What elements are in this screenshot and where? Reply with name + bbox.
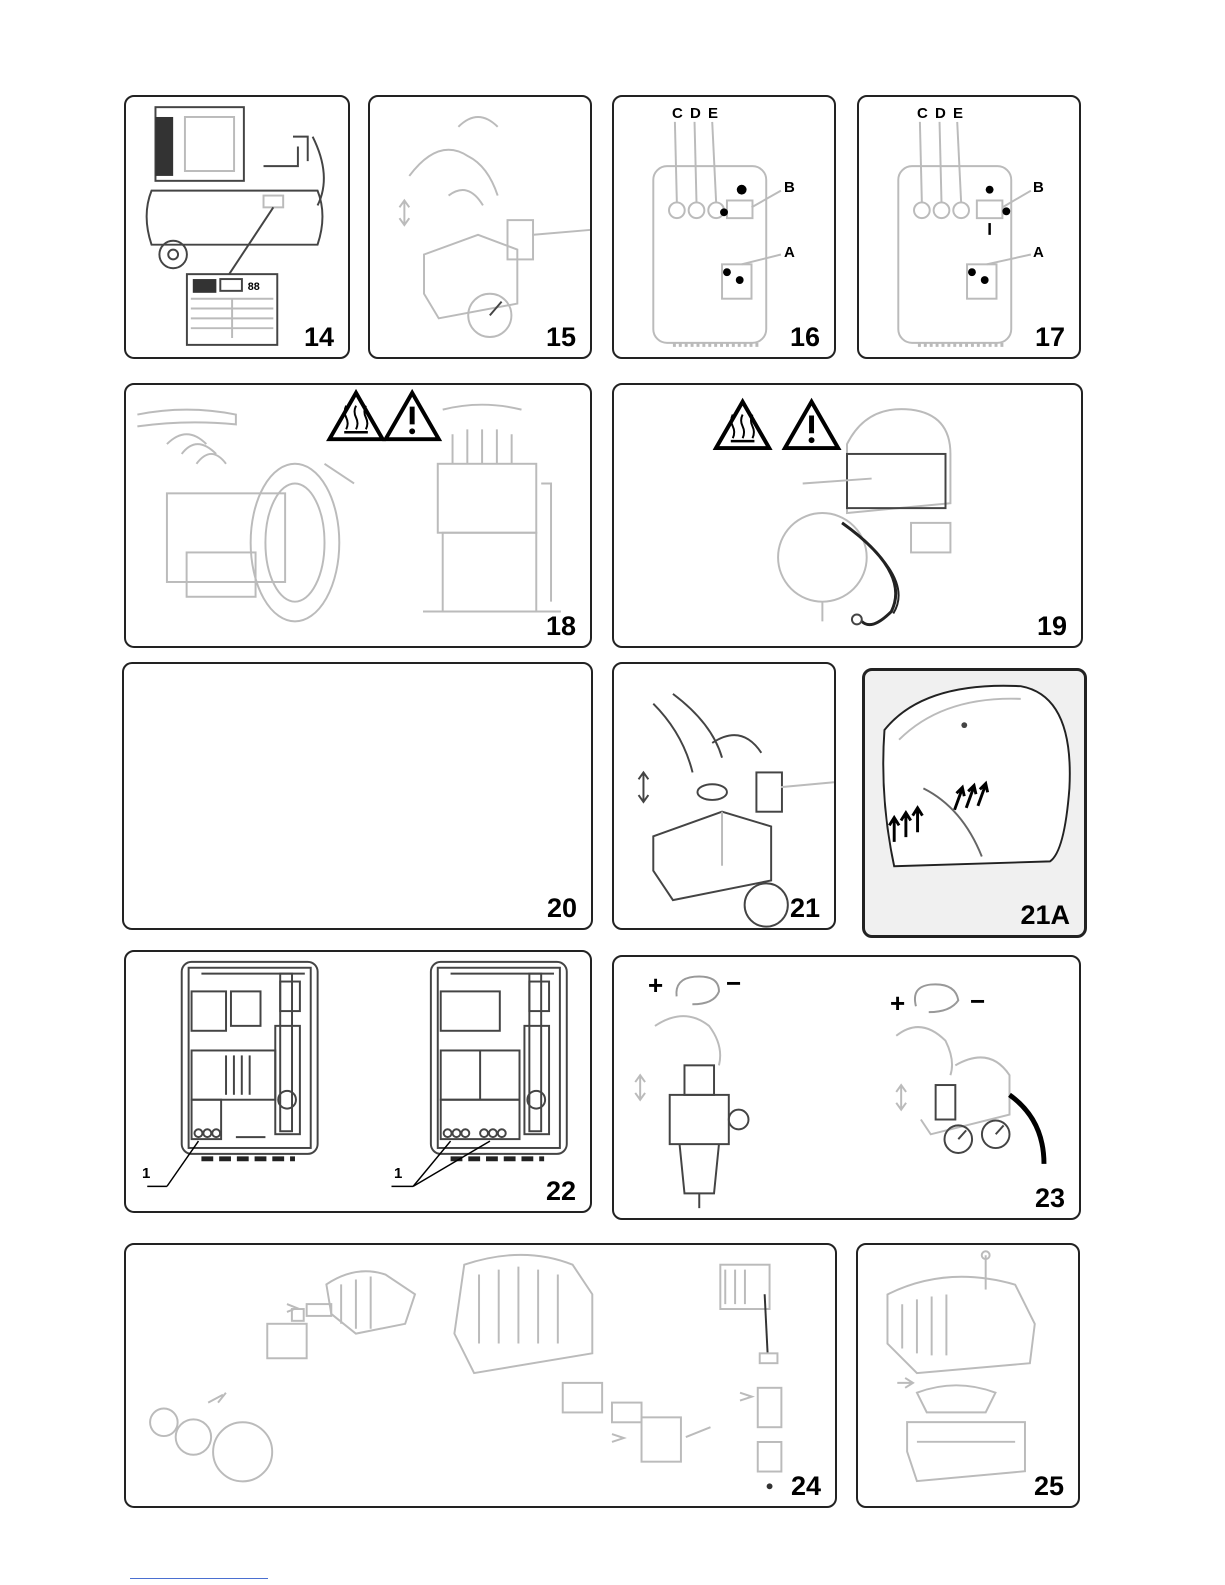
label-a: A (1033, 244, 1044, 261)
figure-16 (612, 95, 836, 359)
label-b: B (1033, 179, 1044, 196)
figure-18 (124, 383, 592, 648)
figure-number: 22 (545, 1176, 576, 1206)
footer-rule (130, 1578, 268, 1579)
figure-22 (124, 950, 592, 1213)
warning-icon (386, 393, 439, 439)
figure-25 (856, 1243, 1080, 1508)
figure-number: 14 (303, 322, 334, 352)
figure-17 (857, 95, 1081, 359)
hot-surface-pump-illustration (126, 385, 590, 646)
figure-number: 18 (545, 611, 576, 641)
figure-19 (612, 383, 1083, 648)
valve-plate-exploded-illustration (126, 1245, 835, 1506)
label-c: C (917, 105, 928, 122)
label-a: A (784, 244, 795, 261)
callout-1-right: 1 (394, 1165, 403, 1182)
plus-symbol-right: + (890, 988, 906, 1018)
minus-symbol-right: − (970, 986, 986, 1016)
figure-15 (368, 95, 592, 359)
figure-number: 16 (789, 322, 820, 352)
label-e: E (953, 105, 964, 122)
electrical-panel-diagram (126, 952, 590, 1211)
control-panel-diagram (614, 97, 834, 357)
figure-23 (612, 955, 1081, 1220)
figure-21 (612, 662, 836, 930)
callout-1-left: 1 (142, 1165, 151, 1182)
svg-text:88: 88 (247, 280, 260, 293)
figure-14 (124, 95, 350, 359)
warning-icon (785, 402, 838, 448)
minus-symbol-left: − (726, 968, 742, 998)
label-b: B (784, 179, 795, 196)
label-d: D (690, 105, 701, 122)
figure-number: 21A (1020, 900, 1070, 930)
figure-number: 25 (1033, 1471, 1064, 1501)
motor-cover-airflow-illustration (865, 671, 1084, 935)
hot-surface-icon (329, 393, 382, 439)
control-panel-diagram (859, 97, 1079, 357)
plus-symbol-left: + (648, 970, 664, 1000)
figure-number: 21 (789, 893, 820, 923)
hot-surface-compressor-illustration (614, 385, 1081, 646)
figure-number: 24 (790, 1471, 821, 1501)
label-e: E (708, 105, 719, 122)
figure-20 (122, 662, 593, 930)
compressor-tank-illustration (126, 97, 348, 357)
pressure-switch-illustration (370, 97, 590, 357)
figure-number: 19 (1036, 611, 1067, 641)
cylinder-head-illustration (858, 1245, 1078, 1506)
figure-21a (862, 668, 1087, 938)
figure-number: 17 (1034, 322, 1065, 352)
regulator-adjust-illustration (614, 957, 1079, 1218)
hot-surface-icon (716, 402, 769, 448)
figure-24 (124, 1243, 837, 1508)
figure-number: 20 (546, 893, 577, 923)
label-d: D (935, 105, 946, 122)
pressure-switch-knob-illustration (614, 664, 834, 928)
figure-number: 23 (1034, 1183, 1065, 1213)
label-c: C (672, 105, 683, 122)
figure-number: 15 (545, 322, 576, 352)
